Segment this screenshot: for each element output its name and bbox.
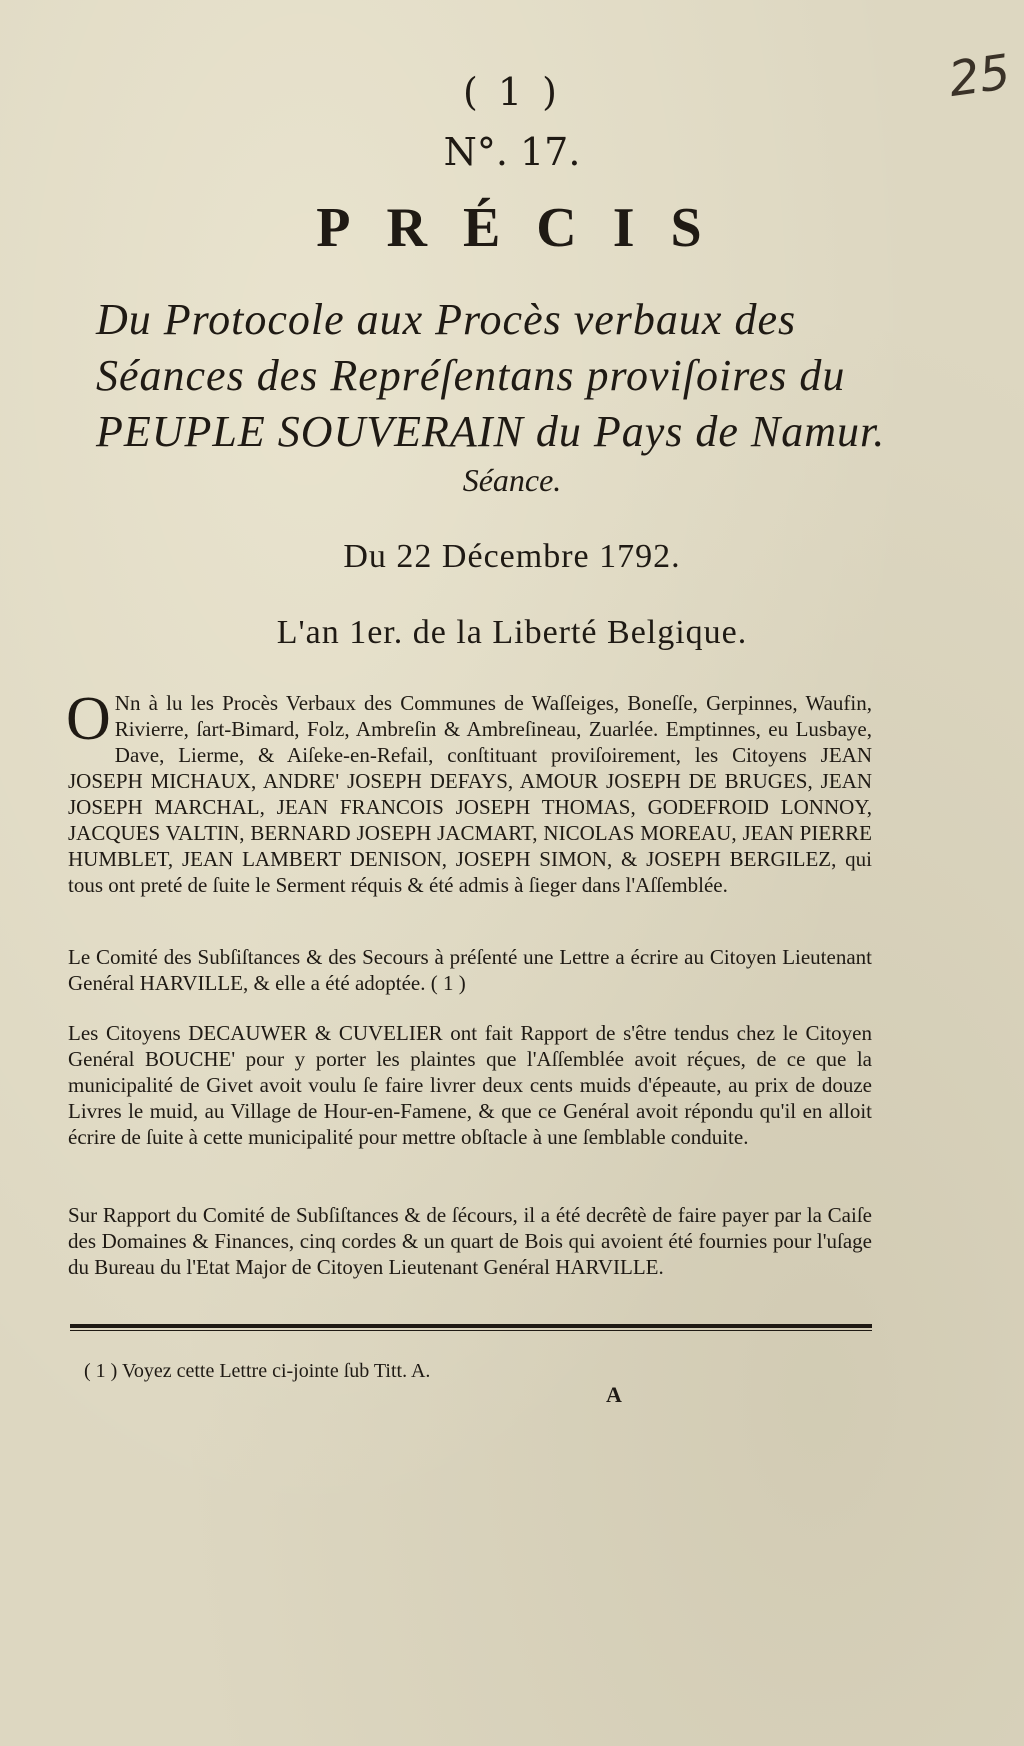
liberty-year: L'an 1er. de la Liberté Belgique. [276, 614, 748, 651]
paragraph-oath [66, 685, 872, 898]
session-label: Séance. [462, 462, 562, 498]
paragraph-wood-payment: Sur Rapport du Comité de Subſiſtances & de ſécours, il a été decrêtè de faire payer par la Caiſe des Domaines & Finances, cinq cordes & un quart de Bois qui avoient été fournies pour l'uſage du Bureau du l'Etat Major de Citoyen Lieutenant Genéral HARVILLE. [68, 1203, 872, 1279]
paragraph-oath-text: Nn à lu les Procès Verbaux des Communes de Waſſeiges, Boneſſe, Gerpinnes, Waufin, Rivierre, ſart-Bimard, Folz, Ambreſin & Ambreſineau, Zuarlée. Emptinnes, eu Lusbaye, Dave, Lierme, & Aiſeke-en-Refail, conſtituant proviſoirement, les Citoyens JEAN JOSEPH MICHAUX, ANDRE' JOSEPH DEFAYS, AMOUR JOSEPH DE BRUGES, JEAN JOSEPH MARCHAL, JEAN FRANCOIS JOSEPH THOMAS, GODEFROID LONNOY, JACQUES VALTIN, BERNARD JOSEPH JACMART, NICOLAS MOREAU, JEAN PIERRE HUMBLET, JEAN LAMBERT DENISON, JOSEPH SIMON, & JOSEPH BERGILEZ, qui tous ont preté de ſuite le Serment réquis & été admis à ſieger dans l'Aſſemblée. [68, 691, 872, 897]
drop-cap: O [66, 685, 111, 753]
handwritten-page-number: 25 [945, 44, 1014, 108]
page-folio: ( 1 ) [463, 70, 561, 114]
signature-mark: A [606, 1382, 622, 1407]
paragraph-committee-letter: Le Comité des Subſiſtances & des Secours à préſenté une Lettre a écrire au Citoyen Lieutenant Genéral HARVILLE, & elle a été adoptée. ( 1 ) [68, 945, 872, 995]
divider-rule [70, 1324, 872, 1331]
document-subtitle: Du Protocole aux Procès verbaux des Séances des Repréſentans proviſoires du PEUPLE SOUVERAIN du Pays de Namur. [96, 295, 886, 456]
page-title: PRÉCIS [316, 197, 738, 259]
document-number: N°. 17. [443, 130, 581, 174]
session-date: Du 22 Décembre 1792. [343, 538, 681, 575]
paragraph-report-bouche: Les Citoyens DECAUWER & CUVELIER ont fait Rapport de s'être tendus chez le Citoyen Genéral BOUCHE' pour y porter les plaintes que l'Aſſemblée avoit réçues, de ce que la municipalité de Givet avoit voulu ſe faire livrer deux cents muids d'épeaute, au prix de douze Livres le muid, au Village de Hour-en-Famene, & que ce Genéral avoit répondu qu'il en alloit écrire de ſuite à cette municipalité pour mettre obſtacle à une ſemblable conduite. [68, 1021, 872, 1149]
footnote: ( 1 ) Voyez cette Lettre ci-jointe ſub Titt. A. [84, 1360, 431, 1382]
